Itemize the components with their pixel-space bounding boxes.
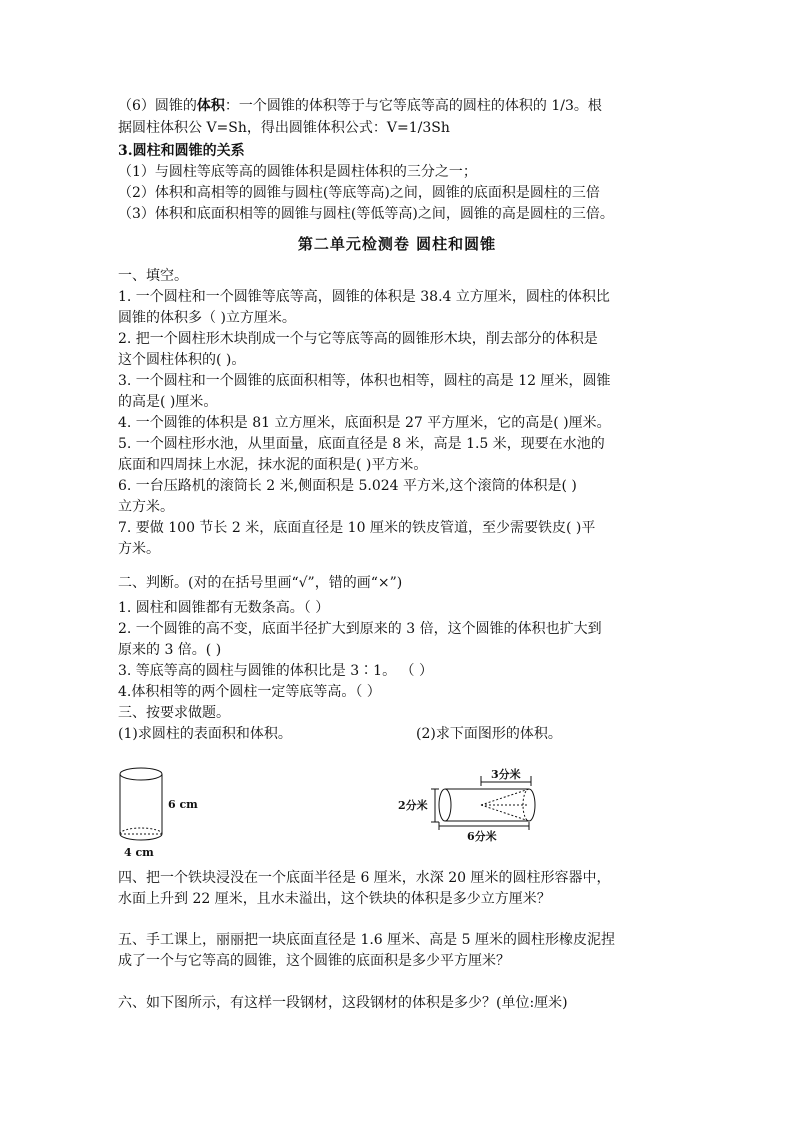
sec4-line2: 水面上升到 22 厘米，且水未溢出，这个铁块的体积是多少立方厘米？ bbox=[118, 891, 551, 907]
cylinder-bottom-front bbox=[120, 834, 162, 840]
section-heading-relation: 3.圆柱和圆锥的关系 bbox=[118, 143, 245, 159]
sec1-q2b: 这个圆柱体积的( )。 bbox=[118, 352, 246, 368]
cylinder-figure bbox=[110, 762, 210, 862]
dim-top-label: 3分米 bbox=[491, 768, 521, 781]
sec2-q1: 1. 圆柱和圆锥都有无数条高。（ ） bbox=[118, 600, 330, 616]
sec3-sub1: (1)求圆柱的表面积和体积。 bbox=[118, 726, 292, 742]
note-volume-line2: 据圆柱体积公 V=Sh，得出圆锥体积公式：V=1/3Sh bbox=[118, 120, 450, 136]
sec1-q4: 4. 一个圆锥的体积是 81 立方厘米，底面积是 27 平方厘米，它的高是( )厘米。 bbox=[118, 415, 611, 431]
sec1-q3b: 的高是( )厘米。 bbox=[118, 394, 218, 410]
relation-item-1: （1）与圆柱等底等高的圆锥体积是圆柱体积的三分之一； bbox=[118, 164, 477, 180]
sec1-q5b: 底面和四周抹上水泥，抹水泥的面积是( )平方米。 bbox=[118, 457, 428, 473]
cylinder-bottom-back bbox=[120, 828, 162, 834]
sec5-line2: 成了一个与它等高的圆锥，这个圆锥的底面积是多少平方厘米？ bbox=[118, 953, 510, 969]
sec1-q5a: 5. 一个圆柱形水池，从里面量，底面直径是 8 米，高是 1.5 米，现要在水池的 bbox=[118, 436, 605, 452]
sec1-heading: 一、填空。 bbox=[118, 268, 188, 284]
cyl2-left-face bbox=[439, 789, 451, 821]
sec3-sub2: (2)求下面图形的体积。 bbox=[416, 726, 562, 742]
sec1-q7b: 方米。 bbox=[118, 541, 160, 557]
sec5-line1: 五、手工课上，丽丽把一块底面直径是 1.6 厘米、高是 5 厘米的圆柱形橡皮泥捏 bbox=[118, 932, 615, 948]
note-rest: ：一个圆锥的体积等于与它等底等高的圆柱的体积的 1/3。根 bbox=[224, 98, 602, 114]
sec1-q1a: 1. 一个圆柱和一个圆锥等底等高，圆锥的体积是 38.4 立方厘米，圆柱的体积比 bbox=[118, 289, 610, 305]
cylinder-cone-figure bbox=[395, 764, 545, 844]
sec6-line1: 六、如下图所示，有这样一段钢材，这段钢材的体积是多少？(单位:厘米) bbox=[118, 995, 568, 1011]
sec1-q3a: 3. 一个圆柱和一个圆锥的底面积相等，体积也相等，圆柱的高是 12 厘米，圆锥 bbox=[118, 373, 611, 389]
sec1-q2a: 2. 把一个圆柱形木块削成一个与它等底等高的圆锥形木块，削去部分的体积是 bbox=[118, 331, 598, 347]
relation-item-3: （3）体积和底面积相等的圆锥与圆柱(等低等高)之间，圆锥的高是圆柱的三倍。 bbox=[118, 206, 614, 222]
sec4-line1: 四、把一个铁块浸没在一个底面半径是 6 厘米，水深 20 厘米的圆柱形容器中， bbox=[118, 870, 611, 886]
cylinder-height-label: 6 cm bbox=[168, 798, 198, 811]
sec1-q6a: 6. 一台压路机的滚筒长 2 米,侧面积是 5.024 平方米,这个滚筒的体积是( ) bbox=[118, 478, 577, 494]
sec3-heading: 三、按要求做题。 bbox=[118, 705, 230, 721]
sec2-q2a: 2. 一个圆锥的高不变，底面半径扩大到原来的 3 倍，这个圆锥的体积也扩大到 bbox=[118, 621, 602, 637]
note-bold-term: 体积 bbox=[196, 98, 225, 114]
relation-item-2: （2）体积和高相等的圆锥与圆柱(等底等高)之间，圆锥的底面积是圆柱的三倍 bbox=[118, 185, 600, 201]
sec1-q7a: 7. 要做 100 节长 2 米，底面直径是 10 厘米的铁皮管道，至少需要铁皮( )平 bbox=[118, 520, 596, 536]
cylinder-diameter-label: 4 cm bbox=[124, 846, 154, 859]
sec2-heading: 二、判断。(对的在括号里画“√”，错的画“×”) bbox=[118, 575, 403, 591]
note-volume-line1 bbox=[118, 96, 602, 116]
cone-edge-bottom bbox=[481, 805, 529, 821]
dim-bottom-label: 6分米 bbox=[467, 830, 497, 843]
sec1-q1b: 圆锥的体积多（ )立方厘米。 bbox=[118, 310, 296, 326]
cyl2-right-face-front bbox=[529, 789, 535, 821]
sec2-q2b: 原来的 3 倍。( ) bbox=[118, 642, 222, 658]
cone-edge-top bbox=[481, 789, 529, 805]
dim-left-label: 2分米 bbox=[398, 799, 428, 812]
note-prefix: （6）圆锥的 bbox=[118, 98, 197, 114]
sec1-q6b: 立方米。 bbox=[118, 499, 174, 515]
page-title: 第二单元检测卷 圆柱和圆锥 bbox=[297, 235, 497, 253]
sec2-q3: 3. 等底等高的圆柱与圆锥的体积比是 3∶1。 （ ） bbox=[118, 663, 433, 679]
sec2-q4: 4.体积相等的两个圆柱一定等底等高。（ ） bbox=[118, 684, 381, 700]
cylinder-top-ellipse bbox=[120, 768, 162, 780]
